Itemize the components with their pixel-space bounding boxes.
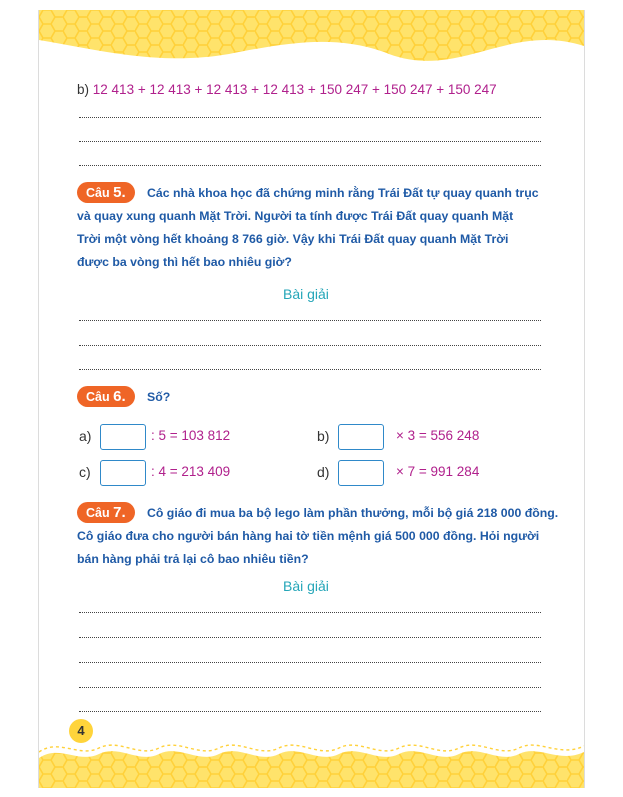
item-a-expression: : 5 = 103 812 <box>151 428 231 443</box>
answer-line[interactable] <box>79 345 541 346</box>
answer-line[interactable] <box>79 612 541 613</box>
question-6-prompt: Số? <box>147 390 171 404</box>
solution-title: Bài giải <box>283 286 329 302</box>
answer-line[interactable] <box>79 117 541 118</box>
question-6-badge <box>77 386 135 407</box>
part-b-line <box>77 82 497 97</box>
part-b-expression: 12 413 + 12 413 + 12 413 + 12 413 + 150 247 + 150 247 + 150 247 <box>92 82 497 97</box>
badge-prefix: Câu <box>86 506 110 520</box>
solution-title: Bài giải <box>283 578 329 594</box>
item-c-expression: : 4 = 213 409 <box>151 464 231 479</box>
answer-line[interactable] <box>79 687 541 688</box>
answer-line[interactable] <box>79 320 541 321</box>
answer-line[interactable] <box>79 711 541 712</box>
worksheet-page <box>38 10 585 788</box>
item-d-label: d) <box>317 464 330 480</box>
item-d-expression: × 7 = 991 284 <box>396 464 480 479</box>
badge-number: 5. <box>113 184 126 201</box>
answer-line[interactable] <box>79 165 541 166</box>
badge-prefix: Câu <box>86 186 110 200</box>
question-7-badge <box>77 502 135 523</box>
answer-box-d[interactable] <box>338 460 384 486</box>
answer-box-b[interactable] <box>338 424 384 450</box>
item-c-label: c) <box>79 464 91 480</box>
answer-box-c[interactable] <box>100 460 146 486</box>
honeycomb-footer-decoration <box>39 718 584 788</box>
honeycomb-header-decoration <box>39 10 584 80</box>
item-b-label: b) <box>317 428 330 444</box>
question-5-badge <box>77 182 135 203</box>
answer-line[interactable] <box>79 637 541 638</box>
question-7-text-line: Cô giáo đưa cho người bán hàng hai tờ tiền mệnh giá 500 000 đồng. Hỏi người <box>77 529 540 543</box>
answer-line[interactable] <box>79 369 541 370</box>
question-5-text-line: được ba vòng thì hết bao nhiêu giờ? <box>77 255 292 269</box>
answer-line[interactable] <box>79 662 541 663</box>
item-b-expression: × 3 = 556 248 <box>396 428 480 443</box>
question-7-text-line: Cô giáo đi mua ba bộ lego làm phần thưởng, mỗi bộ giá 218 000 đồng. <box>147 506 559 520</box>
part-b-label: b) <box>77 82 90 97</box>
badge-number: 7. <box>113 504 126 521</box>
question-5-text-line: Các nhà khoa học đã chứng minh rằng Trái Đất tự quay quanh trục <box>147 186 539 200</box>
answer-line[interactable] <box>79 141 541 142</box>
question-5-text-line: và quay xung quanh Mặt Trời. Người ta tính được Trái Đất quay quanh Mặt <box>77 209 514 223</box>
badge-number: 6. <box>113 388 126 405</box>
badge-prefix: Câu <box>86 390 110 404</box>
item-a-label: a) <box>79 428 92 444</box>
page-number: 4 <box>69 719 93 743</box>
question-5-text-line: Trời một vòng hết khoảng 8 766 giờ. Vậy khi Trái Đất quay quanh Mặt Trời <box>77 232 509 246</box>
question-7-text-line: bán hàng phải trả lại cô bao nhiêu tiền? <box>77 552 309 566</box>
answer-box-a[interactable] <box>100 424 146 450</box>
